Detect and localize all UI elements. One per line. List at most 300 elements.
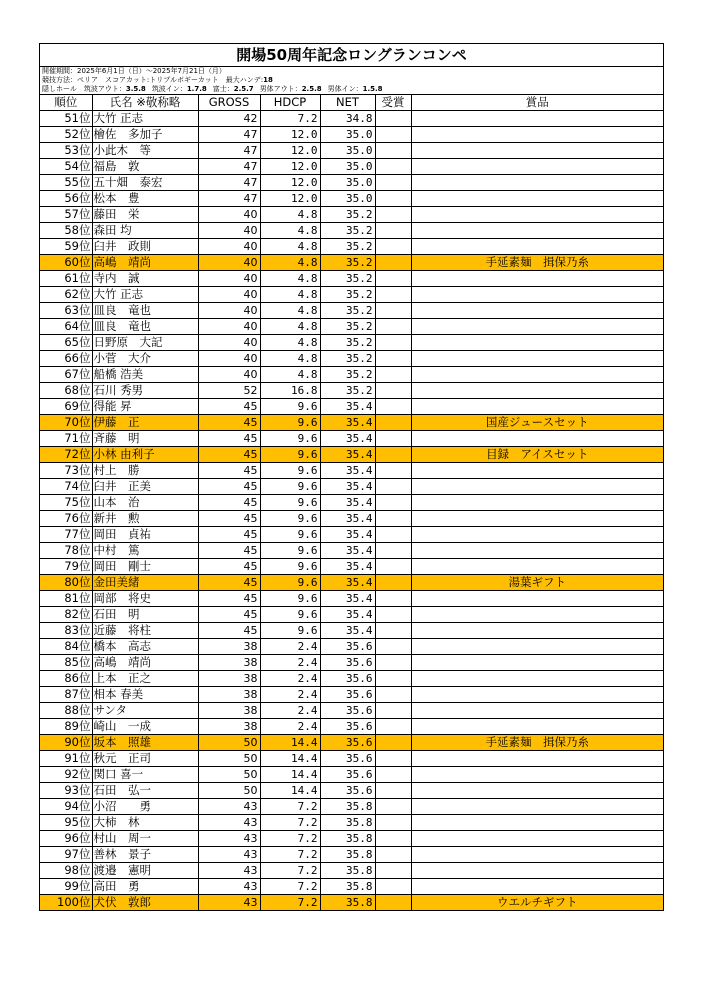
prize-cell <box>411 783 663 799</box>
award-cell <box>375 639 411 655</box>
table-row <box>40 799 663 815</box>
gross-cell: 40 <box>198 239 260 255</box>
name-cell: 小沼 勇 <box>92 799 198 815</box>
prize-cell <box>411 639 663 655</box>
hdcp-cell: 9.6 <box>260 575 320 591</box>
rank-cell: 53位 <box>40 143 92 159</box>
prize-cell <box>411 847 663 863</box>
net-cell: 35.4 <box>320 623 375 639</box>
hdcp-cell: 9.6 <box>260 527 320 543</box>
hidden-hole-label: 隠しホール 筑波アウト： <box>42 85 126 93</box>
table-row <box>40 447 663 463</box>
name-cell: 大柿 林 <box>92 815 198 831</box>
hdcp-header: HDCP <box>260 95 320 111</box>
rank-cell: 81位 <box>40 591 92 607</box>
name-cell: 五十畑 泰宏 <box>92 175 198 191</box>
rank-cell: 86位 <box>40 671 92 687</box>
hdcp-cell: 4.8 <box>260 255 320 271</box>
name-cell: サンタ <box>92 703 198 719</box>
table-row <box>40 239 663 255</box>
hidden-hole-value: 1.5.8 <box>362 85 383 93</box>
prize-cell <box>411 863 663 879</box>
prize-cell <box>411 367 663 383</box>
award-cell <box>375 879 411 895</box>
prize-header: 賞品 <box>411 95 663 111</box>
table-row <box>40 543 663 559</box>
net-cell: 35.6 <box>320 655 375 671</box>
award-cell <box>375 319 411 335</box>
gross-cell: 45 <box>198 559 260 575</box>
award-cell <box>375 799 411 815</box>
prize-cell: 国産ジュースセット <box>411 415 663 431</box>
net-cell: 35.6 <box>320 703 375 719</box>
net-cell: 35.4 <box>320 527 375 543</box>
gross-cell: 38 <box>198 639 260 655</box>
name-cell: 橋本 高志 <box>92 639 198 655</box>
net-cell: 35.4 <box>320 495 375 511</box>
prize-cell <box>411 831 663 847</box>
hidden-hole-label: 富士： <box>212 85 234 93</box>
table-row <box>40 399 663 415</box>
award-cell <box>375 719 411 735</box>
table-row <box>40 159 663 175</box>
net-cell: 35.6 <box>320 639 375 655</box>
name-cell: 犬伏 敦郎 <box>92 895 198 911</box>
table-row <box>40 751 663 767</box>
rank-cell: 57位 <box>40 207 92 223</box>
rank-header: 順位 <box>40 95 92 111</box>
hidden-hole-value: 1.7.8 <box>186 85 207 93</box>
rank-cell: 90位 <box>40 735 92 751</box>
prize-cell <box>411 879 663 895</box>
prize-cell <box>411 335 663 351</box>
prize-cell <box>411 319 663 335</box>
table-row <box>40 815 663 831</box>
net-cell: 34.8 <box>320 111 375 127</box>
gross-cell: 47 <box>198 175 260 191</box>
net-cell: 35.6 <box>320 719 375 735</box>
gross-cell: 45 <box>198 607 260 623</box>
table-row <box>40 607 663 623</box>
table-row <box>40 207 663 223</box>
table-row <box>40 415 663 431</box>
rank-cell: 72位 <box>40 447 92 463</box>
award-cell <box>375 207 411 223</box>
gross-cell: 45 <box>198 543 260 559</box>
net-cell: 35.2 <box>320 351 375 367</box>
hdcp-cell: 2.4 <box>260 703 320 719</box>
hdcp-cell: 4.8 <box>260 239 320 255</box>
award-cell <box>375 863 411 879</box>
gross-cell: 45 <box>198 415 260 431</box>
name-cell: 得能 昇 <box>92 399 198 415</box>
max-handicap: 18 <box>263 76 273 84</box>
rank-cell: 61位 <box>40 271 92 287</box>
hdcp-cell: 16.8 <box>260 383 320 399</box>
prize-cell <box>411 671 663 687</box>
gross-cell: 45 <box>198 623 260 639</box>
prize-cell <box>411 719 663 735</box>
name-cell: 臼井 政則 <box>92 239 198 255</box>
net-cell: 35.0 <box>320 127 375 143</box>
name-cell: 村上 勝 <box>92 463 198 479</box>
award-cell <box>375 783 411 799</box>
rank-cell: 85位 <box>40 655 92 671</box>
award-cell <box>375 527 411 543</box>
table-header-row <box>40 95 663 111</box>
table-row <box>40 287 663 303</box>
prize-cell <box>411 351 663 367</box>
hdcp-cell: 7.2 <box>260 831 320 847</box>
prize-cell <box>411 591 663 607</box>
rank-cell: 59位 <box>40 239 92 255</box>
award-cell <box>375 303 411 319</box>
hdcp-cell: 4.8 <box>260 287 320 303</box>
rank-cell: 62位 <box>40 287 92 303</box>
prize-cell <box>411 431 663 447</box>
name-cell: 石田 弘一 <box>92 783 198 799</box>
prize-cell <box>411 623 663 639</box>
net-cell: 35.4 <box>320 415 375 431</box>
rank-cell: 78位 <box>40 543 92 559</box>
hdcp-cell: 9.6 <box>260 543 320 559</box>
hdcp-cell: 7.2 <box>260 847 320 863</box>
award-cell <box>375 255 411 271</box>
hdcp-cell: 4.8 <box>260 207 320 223</box>
name-cell: 斉藤 明 <box>92 431 198 447</box>
name-cell: 中村 篤 <box>92 543 198 559</box>
hdcp-cell: 7.2 <box>260 863 320 879</box>
gross-cell: 42 <box>198 111 260 127</box>
award-cell <box>375 399 411 415</box>
hidden-hole-value: 3.5.8 <box>125 85 146 93</box>
rank-cell: 60位 <box>40 255 92 271</box>
hdcp-cell: 2.4 <box>260 719 320 735</box>
net-cell: 35.8 <box>320 799 375 815</box>
hdcp-cell: 4.8 <box>260 335 320 351</box>
table-row <box>40 271 663 287</box>
net-cell: 35.8 <box>320 831 375 847</box>
results-table <box>40 94 663 910</box>
gross-cell: 45 <box>198 495 260 511</box>
rank-cell: 80位 <box>40 575 92 591</box>
name-cell: 岡田 剛士 <box>92 559 198 575</box>
net-cell: 35.4 <box>320 447 375 463</box>
prize-cell <box>411 191 663 207</box>
name-cell: 藤田 栄 <box>92 207 198 223</box>
prize-cell: 手延素麺 揖保乃糸 <box>411 255 663 271</box>
gross-cell: 38 <box>198 671 260 687</box>
hdcp-cell: 7.2 <box>260 111 320 127</box>
hdcp-cell: 2.4 <box>260 671 320 687</box>
award-cell <box>375 447 411 463</box>
hdcp-cell: 4.8 <box>260 319 320 335</box>
rank-cell: 63位 <box>40 303 92 319</box>
net-cell: 35.0 <box>320 175 375 191</box>
name-cell: 松本 豊 <box>92 191 198 207</box>
net-cell: 35.2 <box>320 287 375 303</box>
prize-cell <box>411 159 663 175</box>
gross-cell: 45 <box>198 591 260 607</box>
hidden-hole-label: 男体アウト： <box>259 85 302 93</box>
table-row <box>40 783 663 799</box>
rank-cell: 75位 <box>40 495 92 511</box>
net-cell: 35.2 <box>320 271 375 287</box>
gross-cell: 52 <box>198 383 260 399</box>
hdcp-cell: 2.4 <box>260 687 320 703</box>
prize-cell <box>411 223 663 239</box>
hdcp-cell: 7.2 <box>260 895 320 911</box>
net-cell: 35.2 <box>320 255 375 271</box>
hdcp-cell: 12.0 <box>260 143 320 159</box>
hdcp-cell: 9.6 <box>260 559 320 575</box>
net-cell: 35.4 <box>320 591 375 607</box>
award-cell <box>375 223 411 239</box>
prize-cell <box>411 543 663 559</box>
rank-cell: 71位 <box>40 431 92 447</box>
rank-cell: 98位 <box>40 863 92 879</box>
results-sheet <box>39 43 664 911</box>
competition-method <box>40 76 663 85</box>
gross-cell: 45 <box>198 479 260 495</box>
rank-cell: 100位 <box>40 895 92 911</box>
event-period: 開催期間：2025年6月1日（日）～2025年7月21日（月） <box>42 67 226 75</box>
table-row <box>40 511 663 527</box>
award-cell <box>375 383 411 399</box>
table-row <box>40 223 663 239</box>
prize-cell <box>411 655 663 671</box>
net-cell: 35.4 <box>320 399 375 415</box>
award-cell <box>375 415 411 431</box>
name-cell: 崎山 一成 <box>92 719 198 735</box>
gross-cell: 47 <box>198 159 260 175</box>
award-cell <box>375 431 411 447</box>
table-row <box>40 687 663 703</box>
name-cell: 渡邉 憲明 <box>92 863 198 879</box>
prize-cell <box>411 207 663 223</box>
award-cell <box>375 543 411 559</box>
net-cell: 35.4 <box>320 607 375 623</box>
award-cell <box>375 703 411 719</box>
award-cell <box>375 335 411 351</box>
net-cell: 35.8 <box>320 847 375 863</box>
award-cell <box>375 495 411 511</box>
award-cell <box>375 143 411 159</box>
net-cell: 35.0 <box>320 159 375 175</box>
table-row <box>40 527 663 543</box>
prize-cell: ウエルチギフト <box>411 895 663 911</box>
gross-cell: 38 <box>198 719 260 735</box>
hdcp-cell: 14.4 <box>260 751 320 767</box>
award-cell <box>375 575 411 591</box>
table-row <box>40 127 663 143</box>
table-row <box>40 255 663 271</box>
hdcp-cell: 4.8 <box>260 303 320 319</box>
rank-cell: 52位 <box>40 127 92 143</box>
prize-cell <box>411 495 663 511</box>
award-cell <box>375 831 411 847</box>
hdcp-cell: 7.2 <box>260 799 320 815</box>
award-cell <box>375 655 411 671</box>
prize-cell <box>411 703 663 719</box>
hdcp-cell: 9.6 <box>260 463 320 479</box>
rank-cell: 82位 <box>40 607 92 623</box>
award-cell <box>375 751 411 767</box>
gross-cell: 43 <box>198 863 260 879</box>
rank-cell: 56位 <box>40 191 92 207</box>
gross-cell: 43 <box>198 879 260 895</box>
award-cell <box>375 479 411 495</box>
gross-cell: 50 <box>198 783 260 799</box>
prize-cell: 目録 アイスセット <box>411 447 663 463</box>
prize-cell: 手延素麺 揖保乃糸 <box>411 735 663 751</box>
gross-cell: 43 <box>198 799 260 815</box>
name-cell: 森田 均 <box>92 223 198 239</box>
gross-cell: 40 <box>198 271 260 287</box>
name-cell: 高田 勇 <box>92 879 198 895</box>
hdcp-cell: 7.2 <box>260 815 320 831</box>
prize-cell <box>411 799 663 815</box>
name-cell: 小菅 大介 <box>92 351 198 367</box>
award-cell <box>375 687 411 703</box>
gross-cell: 40 <box>198 303 260 319</box>
name-cell: 福島 敦 <box>92 159 198 175</box>
hdcp-cell: 12.0 <box>260 191 320 207</box>
net-cell: 35.2 <box>320 239 375 255</box>
net-cell: 35.2 <box>320 303 375 319</box>
rank-cell: 79位 <box>40 559 92 575</box>
net-cell: 35.4 <box>320 479 375 495</box>
gross-cell: 47 <box>198 191 260 207</box>
name-cell: 坂本 照雄 <box>92 735 198 751</box>
table-row <box>40 591 663 607</box>
table-row <box>40 639 663 655</box>
hidden-hole-label: 筑波イン： <box>151 85 187 93</box>
net-cell: 35.2 <box>320 383 375 399</box>
rank-cell: 68位 <box>40 383 92 399</box>
prize-cell: 湯葉ギフト <box>411 575 663 591</box>
rank-cell: 89位 <box>40 719 92 735</box>
gross-cell: 40 <box>198 335 260 351</box>
gross-cell: 47 <box>198 127 260 143</box>
name-cell: 皿良 竜也 <box>92 319 198 335</box>
hdcp-cell: 12.0 <box>260 127 320 143</box>
name-cell: 近藤 将柱 <box>92 623 198 639</box>
rank-cell: 73位 <box>40 463 92 479</box>
table-row <box>40 575 663 591</box>
table-row <box>40 351 663 367</box>
rank-cell: 55位 <box>40 175 92 191</box>
award-cell <box>375 271 411 287</box>
award-cell <box>375 895 411 911</box>
gross-cell: 40 <box>198 319 260 335</box>
gross-cell: 50 <box>198 735 260 751</box>
gross-cell: 38 <box>198 687 260 703</box>
net-cell: 35.4 <box>320 559 375 575</box>
table-row <box>40 383 663 399</box>
table-row <box>40 191 663 207</box>
table-row <box>40 863 663 879</box>
rank-cell: 84位 <box>40 639 92 655</box>
net-cell: 35.6 <box>320 671 375 687</box>
net-cell: 35.2 <box>320 367 375 383</box>
award-cell <box>375 351 411 367</box>
name-cell: 岡田 貞祐 <box>92 527 198 543</box>
award-cell <box>375 287 411 303</box>
prize-cell <box>411 815 663 831</box>
hdcp-cell: 9.6 <box>260 399 320 415</box>
award-cell <box>375 511 411 527</box>
prize-cell <box>411 399 663 415</box>
prize-cell <box>411 287 663 303</box>
rank-cell: 70位 <box>40 415 92 431</box>
table-row <box>40 319 663 335</box>
hdcp-cell: 7.2 <box>260 879 320 895</box>
rank-cell: 65位 <box>40 335 92 351</box>
name-cell: 小此木 等 <box>92 143 198 159</box>
name-cell: 大竹 正志 <box>92 287 198 303</box>
prize-cell <box>411 111 663 127</box>
rank-cell: 74位 <box>40 479 92 495</box>
gross-cell: 40 <box>198 367 260 383</box>
prize-cell <box>411 479 663 495</box>
award-cell <box>375 847 411 863</box>
award-cell <box>375 127 411 143</box>
prize-cell <box>411 559 663 575</box>
name-cell: 伊藤 正 <box>92 415 198 431</box>
award-cell <box>375 463 411 479</box>
net-cell: 35.2 <box>320 319 375 335</box>
rank-cell: 87位 <box>40 687 92 703</box>
gross-cell: 40 <box>198 255 260 271</box>
net-cell: 35.8 <box>320 879 375 895</box>
name-cell: 相本 春美 <box>92 687 198 703</box>
table-row <box>40 431 663 447</box>
award-header: 受賞 <box>375 95 411 111</box>
award-cell <box>375 767 411 783</box>
hdcp-cell: 4.8 <box>260 351 320 367</box>
table-row <box>40 143 663 159</box>
net-cell: 35.0 <box>320 191 375 207</box>
rank-cell: 69位 <box>40 399 92 415</box>
name-cell: 善林 景子 <box>92 847 198 863</box>
gross-header: GROSS <box>198 95 260 111</box>
hidden-hole-label: 男体イン： <box>327 85 363 93</box>
gross-cell: 45 <box>198 527 260 543</box>
hdcp-cell: 9.6 <box>260 623 320 639</box>
name-cell: 皿良 竜也 <box>92 303 198 319</box>
hdcp-cell: 2.4 <box>260 639 320 655</box>
table-row <box>40 671 663 687</box>
prize-cell <box>411 383 663 399</box>
table-row <box>40 655 663 671</box>
gross-cell: 40 <box>198 287 260 303</box>
name-cell: 高嶋 靖尚 <box>92 655 198 671</box>
hdcp-cell: 12.0 <box>260 175 320 191</box>
hdcp-cell: 4.8 <box>260 271 320 287</box>
rank-cell: 99位 <box>40 879 92 895</box>
gross-cell: 47 <box>198 143 260 159</box>
net-cell: 35.2 <box>320 335 375 351</box>
prize-cell <box>411 527 663 543</box>
prize-cell <box>411 127 663 143</box>
name-header: 氏名 ※敬称略 <box>92 95 198 111</box>
rank-cell: 58位 <box>40 223 92 239</box>
rank-cell: 96位 <box>40 831 92 847</box>
net-cell: 35.4 <box>320 543 375 559</box>
hdcp-cell: 9.6 <box>260 495 320 511</box>
rank-cell: 93位 <box>40 783 92 799</box>
